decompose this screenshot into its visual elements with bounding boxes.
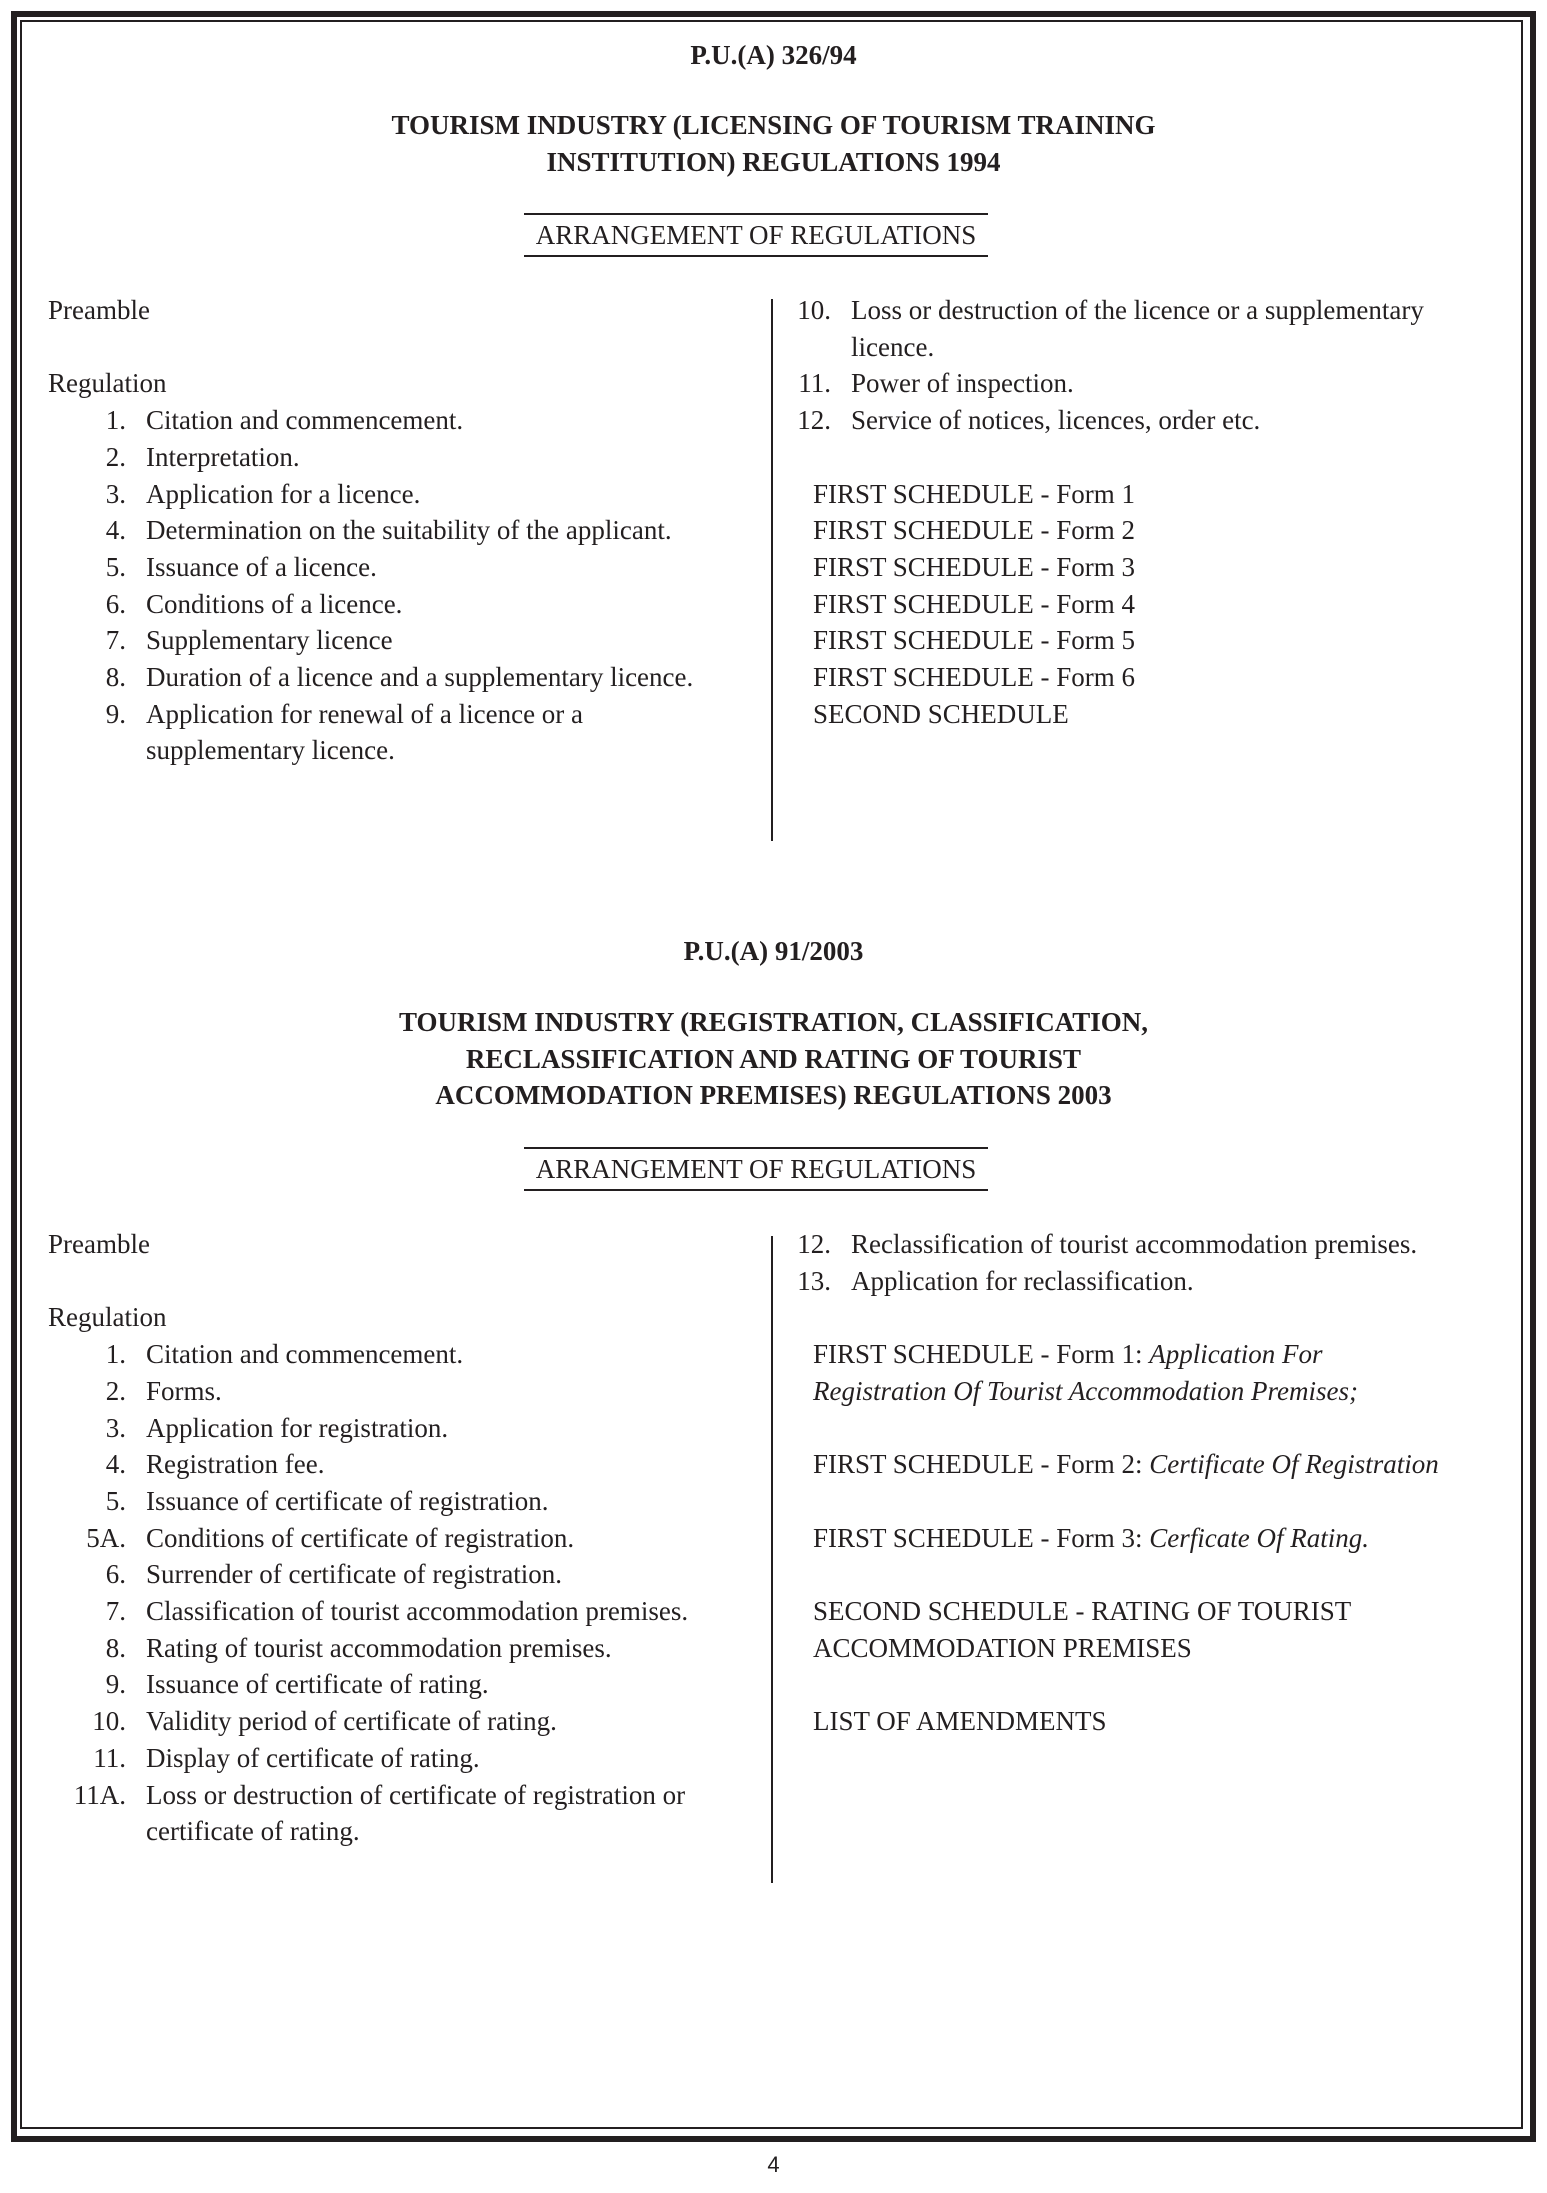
toc-item-number: 11.: [93, 1742, 126, 1773]
schedule-link[interactable]: FIRST SCHEDULE - Form 2: [813, 515, 1136, 546]
regulation-label: Regulation: [48, 368, 167, 399]
toc-item-number: 11.: [798, 368, 831, 399]
toc-item-number: 13.: [797, 1265, 831, 1296]
toc-item[interactable]: [48, 1593, 748, 1630]
toc-item-number: 5.: [105, 551, 126, 582]
schedule-link[interactable]: SECOND SCHEDULE: [813, 698, 1069, 729]
toc-item-number: 8.: [105, 662, 126, 693]
toc-item-text: Reclassification of tourist accommodation premises.: [851, 1229, 1418, 1259]
preamble-link[interactable]: Preamble: [48, 295, 150, 325]
schedule-link[interactable]: FIRST SCHEDULE - Form 6: [813, 662, 1136, 693]
schedule-label: FIRST SCHEDULE - Form 1:: [813, 1339, 1150, 1370]
schedule-link[interactable]: [813, 1593, 1453, 1666]
toc-item-text: Citation and commencement.: [146, 1339, 464, 1370]
toc-item-text: Loss or destruction of certificate of registration or certificate of rating.: [146, 1779, 686, 1847]
toc-item-number: 5A.: [86, 1522, 126, 1553]
toc-item-number: 11A.: [73, 1779, 126, 1810]
regulation-label: Regulation: [48, 1302, 167, 1333]
schedule-label: LIST OF AMENDMENTS: [813, 1706, 1107, 1737]
toc-item-text: Citation and commencement.: [146, 405, 464, 436]
toc-item-number: 6.: [105, 588, 126, 619]
schedule-link[interactable]: FIRST SCHEDULE - Form 3: [813, 551, 1136, 582]
toc-item-number: 10.: [92, 1706, 126, 1737]
toc-item[interactable]: [48, 1410, 748, 1447]
toc-item-number: 6.: [105, 1559, 126, 1590]
section1-title: [0, 107, 1547, 180]
toc-item-text: Issuance of certificate of registration.: [146, 1485, 549, 1516]
toc-item[interactable]: [48, 549, 748, 586]
toc-item[interactable]: [48, 1740, 748, 1777]
toc-item-text: Supplementary licence: [146, 625, 393, 656]
schedule-label: SECOND SCHEDULE - RATING OF TOURIST ACCOMMODATION PREMISES: [813, 1595, 1351, 1663]
section2-title-line: ACCOMMODATION PREMISES) REGULATIONS 2003: [435, 1080, 1112, 1110]
toc-item[interactable]: [48, 476, 748, 513]
toc-item-number: 3.: [105, 1412, 126, 1443]
schedule-description: Application For Registration Of Tourist Accommodation Premises;: [813, 1339, 1358, 1406]
section2-title-line: RECLASSIFICATION AND RATING OF TOURIST: [465, 1043, 1082, 1074]
toc-item[interactable]: [781, 365, 1481, 402]
schedule-description: Certificate Of Registration: [1149, 1449, 1439, 1480]
toc-item[interactable]: [48, 586, 748, 623]
section1-right-column: [781, 292, 1481, 732]
toc-item[interactable]: [781, 402, 1481, 439]
toc-item-number: 10.: [797, 295, 831, 325]
toc-item[interactable]: [781, 292, 1481, 365]
toc-item-text: Forms.: [146, 1375, 222, 1406]
toc-item-number: 1.: [105, 405, 126, 436]
toc-item[interactable]: [48, 1446, 748, 1483]
toc-item-text: Duration of a licence and a supplementary licence.: [146, 662, 694, 693]
toc-item-number: 9.: [105, 698, 126, 729]
toc-item[interactable]: [48, 1520, 748, 1557]
toc-item[interactable]: [48, 1336, 748, 1373]
schedule-link[interactable]: FIRST SCHEDULE - Form 4: [813, 588, 1136, 619]
toc-item-text: Display of certificate of rating.: [146, 1742, 480, 1773]
toc-item-text: Application for reclassification.: [851, 1265, 1194, 1296]
schedule-link[interactable]: FIRST SCHEDULE - Form 1: [813, 478, 1136, 509]
toc-item-text: Interpretation.: [146, 441, 300, 472]
schedule-label: FIRST SCHEDULE - Form 3:: [813, 1522, 1150, 1553]
toc-item[interactable]: [48, 622, 748, 659]
toc-item[interactable]: [48, 1556, 748, 1593]
toc-item[interactable]: [48, 1483, 748, 1520]
toc-item-number: 9.: [105, 1669, 126, 1700]
section1-arrangement-heading: ARRANGEMENT OF REGULATIONS: [524, 213, 988, 257]
toc-item-number: 1.: [105, 1339, 126, 1370]
toc-item-text: Rating of tourist accommodation premises.: [146, 1632, 612, 1663]
toc-item-number: 4.: [105, 515, 126, 546]
toc-item[interactable]: [48, 402, 748, 439]
toc-item[interactable]: [48, 696, 748, 769]
toc-item-number: 12.: [797, 1229, 831, 1259]
toc-item-text: Surrender of certificate of registration.: [146, 1559, 563, 1590]
toc-item-number: 4.: [105, 1449, 126, 1480]
toc-item-text: Issuance of a licence.: [146, 551, 377, 582]
toc-item[interactable]: [48, 1703, 748, 1740]
toc-item-text: Registration fee.: [146, 1449, 325, 1480]
section2-title: [0, 1004, 1547, 1114]
toc-item-number: 8.: [105, 1632, 126, 1663]
toc-item-number: 5.: [105, 1485, 126, 1516]
toc-item-text: Application for a licence.: [146, 478, 421, 509]
schedule-link[interactable]: [813, 1703, 1453, 1740]
toc-item-number: 2.: [105, 1375, 126, 1406]
toc-item-number: 7.: [105, 625, 126, 656]
column-divider: [771, 299, 773, 841]
schedule-link[interactable]: [813, 1446, 1453, 1483]
toc-item[interactable]: [48, 1777, 748, 1850]
toc-item-text: Validity period of certificate of rating.: [146, 1706, 557, 1737]
section2-left-column: [48, 1226, 748, 1850]
toc-item[interactable]: [48, 1666, 748, 1703]
toc-item[interactable]: [48, 512, 748, 549]
toc-item-text: Loss or destruction of the licence or a supplementary licence.: [851, 295, 1424, 362]
schedule-description: Cerficate Of Rating.: [1149, 1522, 1370, 1553]
toc-item[interactable]: [48, 1373, 748, 1410]
toc-item-text: Determination on the suitability of the applicant.: [146, 515, 672, 546]
schedule-link[interactable]: [813, 1520, 1453, 1557]
toc-item-text: Service of notices, licences, order etc.: [851, 405, 1261, 436]
section1-title-line: INSTITUTION) REGULATIONS 1994: [546, 146, 1001, 177]
toc-item[interactable]: [781, 1263, 1481, 1300]
toc-item[interactable]: [781, 1226, 1481, 1263]
toc-item-text: Classification of tourist accommodation premises.: [146, 1596, 689, 1627]
toc-item[interactable]: [48, 1630, 748, 1667]
toc-item-text: Conditions of certificate of registration.: [146, 1522, 575, 1553]
schedule-link[interactable]: FIRST SCHEDULE - Form 5: [813, 625, 1136, 656]
section1-code: P.U.(A) 326/94: [690, 40, 857, 70]
section2-arrangement-heading: ARRANGEMENT OF REGULATIONS: [524, 1147, 988, 1191]
section1-title-line: TOURISM INDUSTRY (LICENSING OF TOURISM TRAINING: [391, 110, 1156, 140]
toc-item-text: Conditions of a licence.: [146, 588, 403, 619]
toc-item-number: 2.: [105, 441, 126, 472]
toc-item-text: Application for registration.: [146, 1412, 449, 1443]
toc-item-text: Issuance of certificate of rating.: [146, 1669, 489, 1700]
preamble-link[interactable]: Preamble: [48, 1229, 150, 1259]
schedule-label: FIRST SCHEDULE - Form 2:: [813, 1449, 1150, 1480]
column-divider: [771, 1236, 773, 1883]
toc-item-number: 7.: [105, 1596, 126, 1627]
section1-left-column: [48, 292, 748, 769]
section2-code: P.U.(A) 91/2003: [683, 936, 864, 966]
toc-item-text: Power of inspection.: [851, 368, 1074, 399]
schedule-link[interactable]: [813, 1336, 1453, 1409]
section2-right-column: [781, 1226, 1481, 1740]
toc-item-number: 12.: [797, 405, 831, 436]
toc-item[interactable]: [48, 659, 748, 696]
page-number: 4: [767, 2152, 780, 2177]
toc-item-number: 3.: [105, 478, 126, 509]
toc-item[interactable]: [48, 439, 748, 476]
section2-title-line: TOURISM INDUSTRY (REGISTRATION, CLASSIFICATION,: [399, 1007, 1148, 1037]
toc-item-text: Application for renewal of a licence or a supplementary licence.: [146, 698, 584, 766]
